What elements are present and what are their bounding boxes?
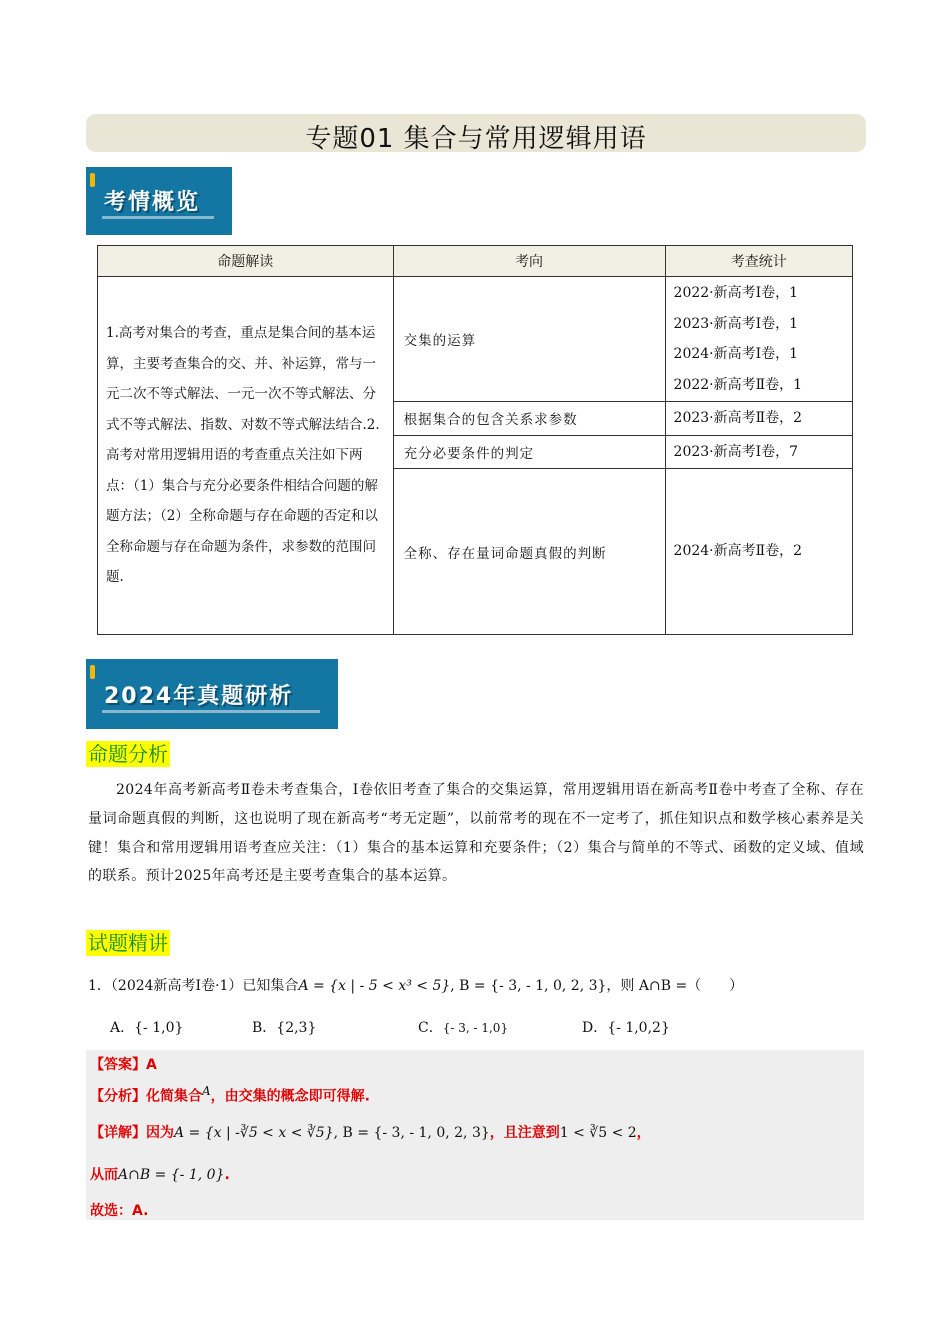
option-c [418,1017,508,1037]
question-prefix: 1．（2024新高考Ⅰ卷·1）已知集合 [88,978,299,994]
header-interpretation: 命题解读 [98,246,394,277]
title-bar [86,114,866,152]
question-set-a: A = {x | - 5 < x³ < 5} [298,978,451,994]
direction-cell: 交集的运算 [393,277,665,402]
option-value: {2,3} [276,1020,317,1036]
interpretation-cell: 1.高考对集合的考查，重点是集合间的基本运算，主要考查集合的交、并、补运算，常与一元二次不等式解法、一元一次不等式解法、分式不等式解法、指数、对数不等式解法结合.2.高考对常用逻辑用语的考查重点关注如下两点：（1）集合与充分必要条件相结合问题的解题方法；（2）全称命题与存在命题的否定和以全称命题与存在命题为条件，求参数的范围问题. [98,277,394,635]
answer-line: 【答案】A [90,1057,157,1073]
banner-overview-label: 考情概览 [104,190,201,215]
option-label: C． [418,1020,443,1036]
analysis-var: A [202,1084,211,1098]
detail-set-b: , B = {- 3, - 1, 0, 2, 3} [333,1125,490,1141]
page-title: 专题01 集合与常用逻辑用语 [305,124,647,154]
question-set-b: , B = {- 3, - 1, 0, 2, 3} [450,978,607,994]
stat-cell: 2023·新高考Ⅱ卷，2 [665,402,852,436]
option-value: {- 3, - 1,0} [442,1021,509,1035]
direction-cell: 全称、存在量词命题真假的判断 [393,469,665,635]
from-label: 从而 [90,1167,118,1183]
conclusion-line [90,1164,230,1184]
section-banner-2024 [86,659,338,729]
question-suffix: ，则 A∩B =（ ） [606,978,744,994]
table-row [98,277,853,402]
analysis-paragraph: 2024年高考新高考Ⅱ卷未考查集合，Ⅰ卷依旧考查了集合的交集运算，常用逻辑用语在新高考Ⅱ卷中考查了全称、存在量词命题真假的判断，这也说明了现在新高考“考无定题”，以前常考的现在不一定考了，抓住知识点和数学核心素养是关键！集合和常用逻辑用语考查应关注：（1）集合的基本运算和充要条件；（2）集合与简单的不等式、函数的定义域、值域的联系。预计2025年高考还是主要考查集合的基本运算。 [88,782,864,885]
stat-line: 2024·新高考Ⅰ卷，1 [673,346,799,362]
banner-underline [102,710,320,713]
option-d [582,1017,670,1037]
option-label: D． [582,1020,608,1036]
section-banner-overview [86,167,232,235]
stat-cell: 2023·新高考Ⅰ卷，7 [665,435,852,469]
from-expr: A∩B = {- 1, 0} [118,1167,225,1183]
detail-label: 【详解】因为 [90,1125,174,1141]
stat-line: 2022·新高考Ⅰ卷，1 [673,285,799,301]
option-value: {- 1,0} [134,1020,184,1036]
analysis-label: 【分析】化简集合 [90,1088,202,1105]
from-end: . [224,1167,230,1183]
table-header-row [98,246,853,277]
detail-end: ， [636,1125,651,1141]
header-direction: 考向 [393,246,665,277]
stat-line: 2023·新高考Ⅰ卷，1 [673,315,799,332]
option-label: A． [110,1020,135,1036]
option-a [110,1017,183,1037]
banner-accent-tick [90,173,95,187]
option-value: {- 1,0,2} [607,1020,670,1036]
tag-explain: 试题精讲 [88,931,168,955]
question-line [88,975,743,995]
overview-table [97,245,853,635]
stat-cell: 2024·新高考Ⅱ卷，2 [665,469,852,635]
banner-underline [102,216,214,219]
banner-2024-label: 2024年真题研析 [104,684,294,709]
detail-set-a: A = {x | -∛5 < x < ∛5} [174,1125,334,1141]
tag-analysis: 命题分析 [88,742,168,766]
stat-cell [665,277,852,402]
option-label: B． [252,1020,277,1036]
direction-cell: 根据集合的包含关系求参数 [393,402,665,436]
detail-line [90,1122,651,1142]
option-b [252,1017,316,1037]
detail-ineq: 1 < ∛5 < 2 [559,1125,637,1141]
detail-mid: ，且注意到 [489,1125,560,1141]
banner-accent-tick [90,665,95,679]
direction-cell: 充分必要条件的判定 [393,435,665,469]
stat-line: 2022·新高考Ⅱ卷，1 [673,376,803,393]
choose-line: 故选：A. [90,1203,149,1219]
header-statistics: 考查统计 [665,246,852,277]
analysis-rest: ，由交集的概念即可得解. [210,1088,370,1105]
analysis-line [90,1084,370,1106]
